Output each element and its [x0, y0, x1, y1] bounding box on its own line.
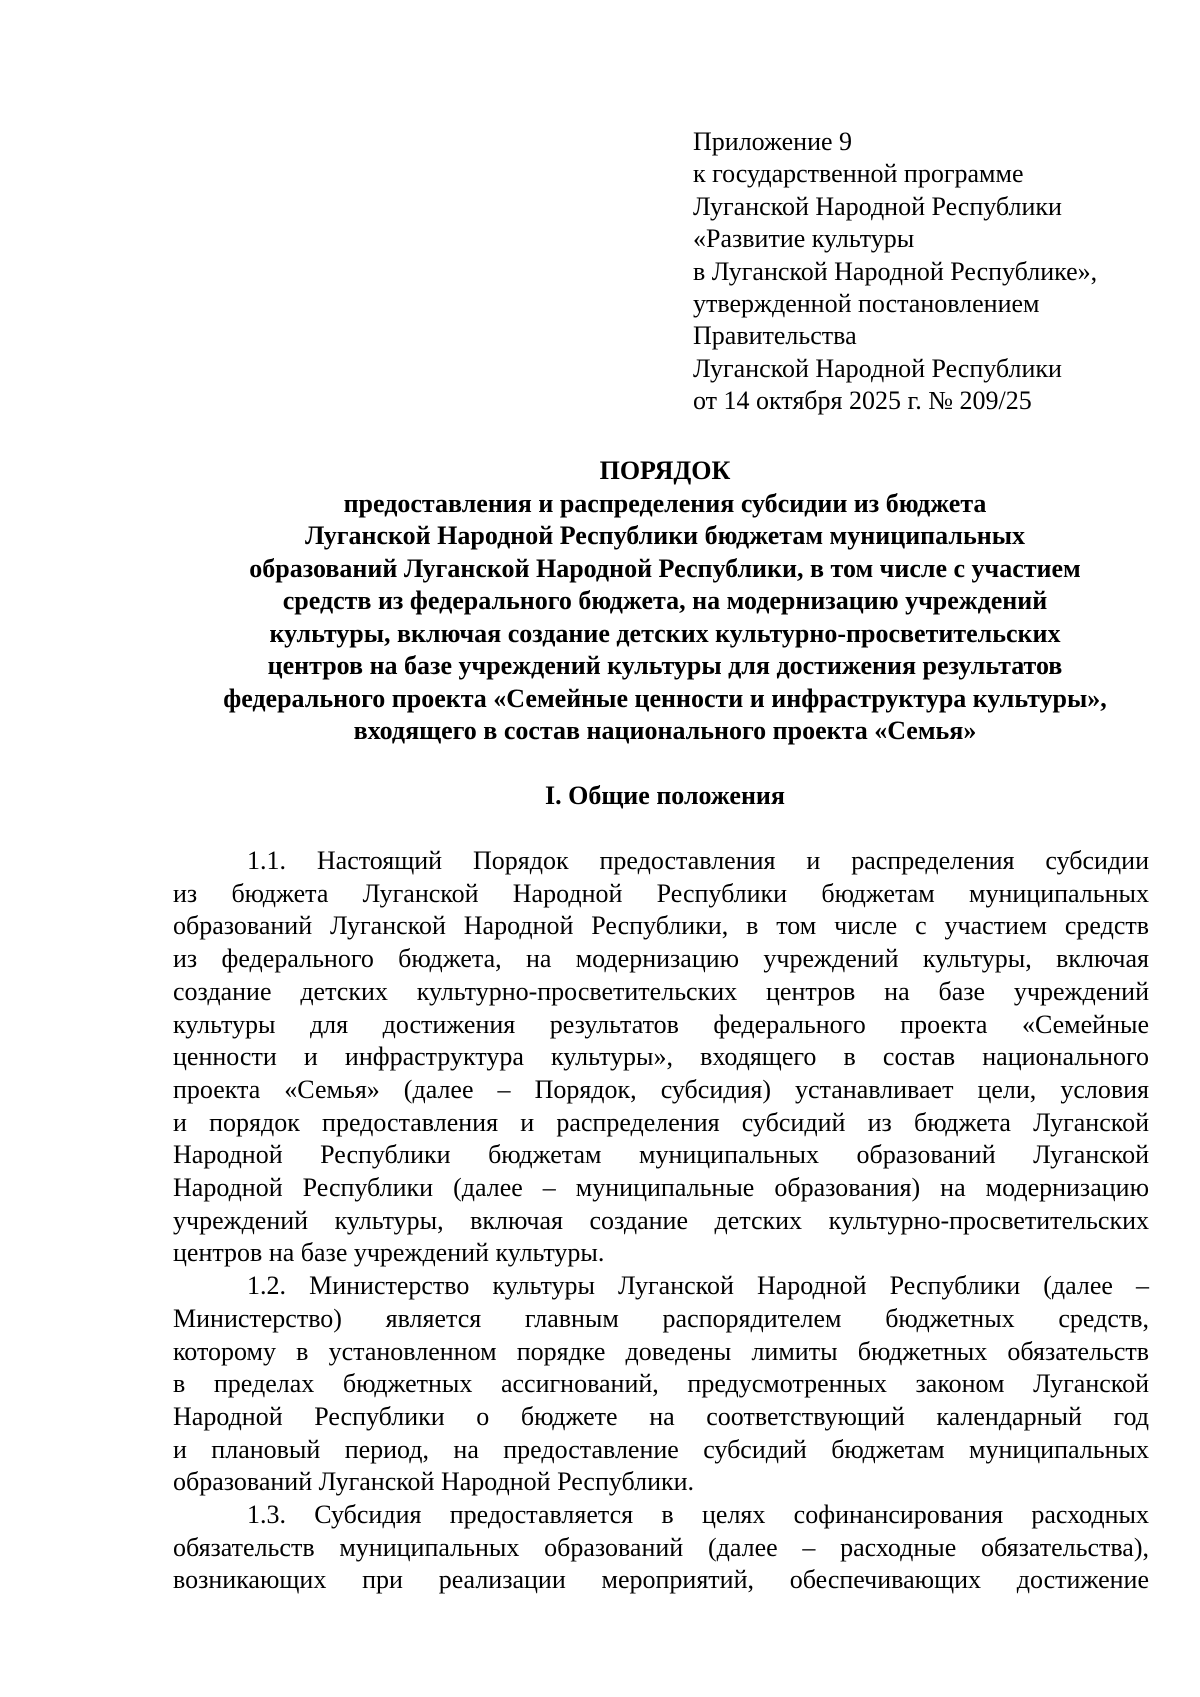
paragraph-line: создание детских культурно-просветительских центров на базе учреждений — [173, 976, 1149, 1006]
paragraph-line: и плановый период, на предоставление субсидий бюджетам муниципальных — [173, 1434, 1149, 1464]
paragraph-line: центров на базе учреждений культуры. — [173, 1238, 605, 1268]
paragraph-line: учреждений культуры, включая создание детских культурно-просветительских — [173, 1205, 1149, 1235]
paragraph-line: образований Луганской Народной Республики, в том числе с участием средств — [173, 911, 1149, 941]
paragraph-line: проекта «Семья» (далее – Порядок, субсидия) устанавливает цели, условия — [173, 1074, 1149, 1104]
title-line: образований Луганской Народной Республики, в том числе с участием — [249, 553, 1081, 583]
paragraph-line: ценности и инфраструктура культуры», входящего в состав национального — [173, 1042, 1149, 1072]
paragraph-1-2 — [173, 1270, 1149, 1499]
paragraph-line: культуры для достижения результатов федерального проекта «Семейные — [173, 1009, 1149, 1039]
paragraph-line: Народной Республики бюджетам муниципальных образований Луганской — [173, 1140, 1149, 1170]
paragraph-line: которому в установленном порядке доведены лимиты бюджетных обязательств — [173, 1336, 1149, 1366]
paragraph-line: из федерального бюджета, на модернизацию учреждений культуры, включая — [173, 944, 1149, 974]
paragraph-line: Народной Республики о бюджете на соответствующий календарный год — [173, 1401, 1149, 1431]
paragraph-line: обязательств муниципальных образований (далее – расходные обязательства), — [173, 1532, 1149, 1562]
title-line: культуры, включая создание детских культурно-просветительских — [269, 618, 1061, 648]
paragraph-1-1 — [173, 845, 1149, 1270]
paragraph-line: возникающих при реализации мероприятий, обеспечивающих достижение — [173, 1565, 1149, 1595]
body-text — [173, 845, 1149, 1597]
paragraph-line: образований Луганской Народной Республики. — [173, 1467, 695, 1497]
appendix-block — [693, 126, 1173, 418]
paragraph-1-3 — [173, 1499, 1149, 1597]
appendix-line: «Развитие культуры — [693, 224, 915, 254]
title-line: предоставления и распределения субсидии из бюджета — [343, 488, 987, 518]
document-title — [140, 455, 1190, 748]
paragraph-line: 1.3. Субсидия предоставляется в целях софинансирования расходных — [247, 1500, 1149, 1530]
title-line: центров на базе учреждений культуры для достижения результатов — [267, 651, 1063, 680]
appendix-line: к государственной программе — [693, 159, 1024, 189]
paragraph-line: Народной Республики (далее – муниципальные образования) на модернизацию — [173, 1173, 1149, 1203]
title-line: Луганской Народной Республики бюджетам муниципальных — [304, 521, 1025, 550]
paragraph-line: в пределах бюджетных ассигнований, предусмотренных законом Луганской — [173, 1369, 1149, 1399]
appendix-line: утвержденной постановлением — [693, 289, 1040, 319]
title-line: входящего в состав национального проекта «Семья» — [353, 716, 977, 745]
appendix-line: в Луганской Народной Республике», — [693, 256, 1098, 286]
appendix-line: Луганской Народной Республики — [693, 353, 1062, 383]
paragraph-line: и порядок предоставления и распределения субсидий из бюджета Луганской — [173, 1107, 1149, 1137]
paragraph-line: Министерство) является главным распорядителем бюджетных средств, — [173, 1303, 1149, 1333]
title-main: ПОРЯДОК — [599, 456, 731, 485]
paragraph-line: 1.2. Министерство культуры Луганской Народной Республики (далее – — [247, 1271, 1149, 1301]
paragraph-line: 1.1. Настоящий Порядок предоставления и распределения субсидии — [247, 846, 1149, 875]
appendix-line: Луганской Народной Республики — [693, 191, 1062, 221]
title-line: федерального проекта «Семейные ценности и инфраструктура культуры», — [223, 683, 1107, 713]
paragraph-line: из бюджета Луганской Народной Республики бюджетам муниципальных — [173, 878, 1149, 908]
title-line: средств из федерального бюджета, на модернизацию учреждений — [282, 586, 1048, 615]
appendix-line: Правительства — [693, 321, 857, 351]
section-heading: I. Общие положения — [545, 781, 785, 810]
appendix-line: от 14 октября 2025 г. № 209/25 — [693, 386, 1032, 416]
appendix-line: Приложение 9 — [693, 127, 853, 156]
